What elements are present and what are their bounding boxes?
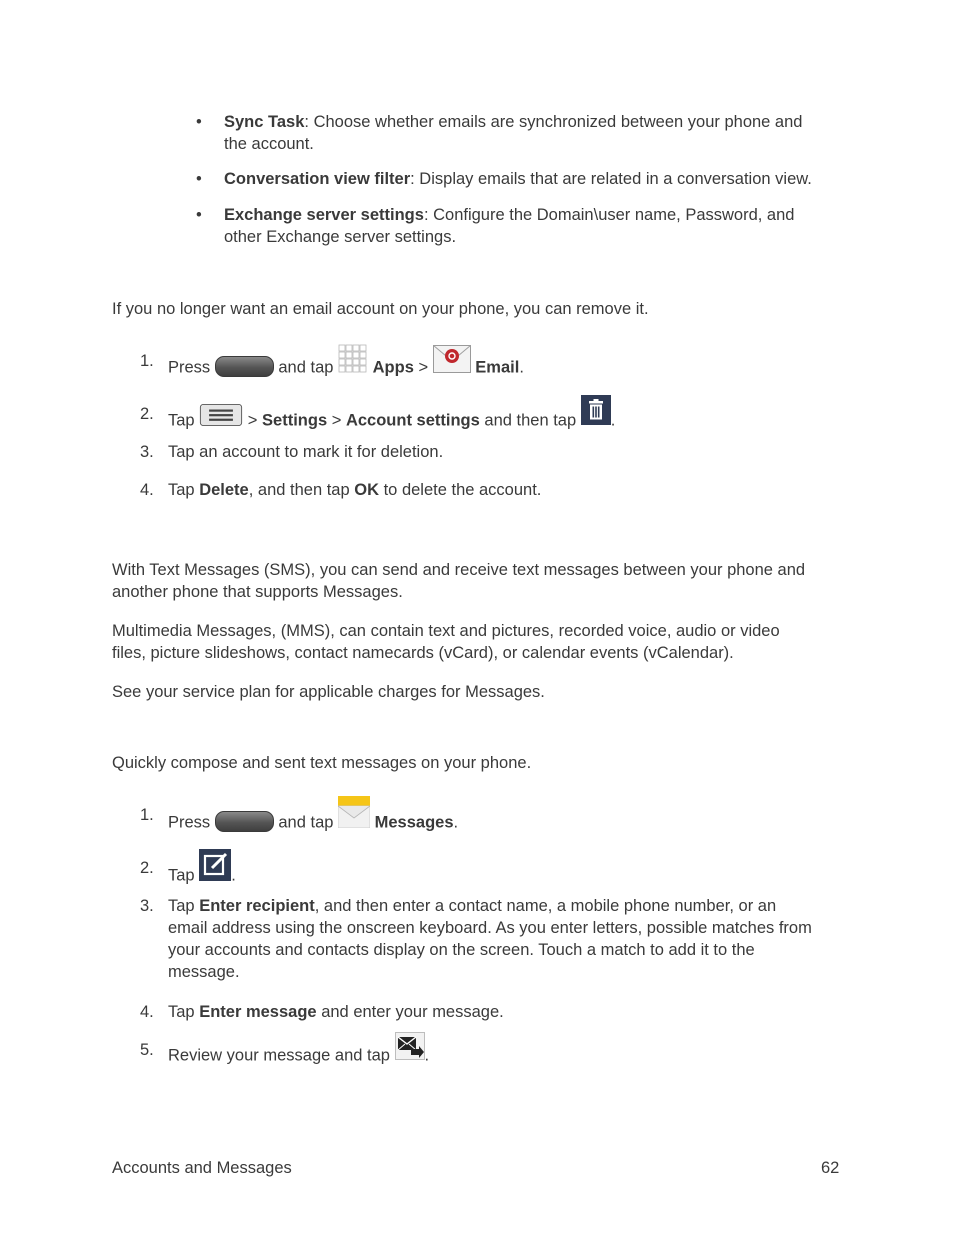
bullet-exchange-server-settings: Exchange server settings: Configure the Domain\user name, Password, and other Exchange server settings. — [224, 206, 795, 246]
step-number: 3. — [140, 897, 154, 915]
messages-app-icon — [338, 804, 370, 842]
compose-step-4: Tap Enter message and enter your message. — [168, 1003, 504, 1021]
delete-trash-icon — [581, 403, 611, 439]
settings-label: Settings — [262, 411, 328, 430]
remove-step-4: Tap Delete, and then tap OK to delete the account. — [168, 481, 542, 499]
enter-message-label: Enter message — [199, 1003, 317, 1021]
home-key-icon — [215, 356, 274, 377]
apps-label: Apps — [372, 358, 414, 377]
bullet-marker: • — [196, 170, 202, 188]
step-number: 2. — [140, 859, 154, 877]
bullet-marker: • — [196, 206, 202, 224]
apps-icon — [338, 350, 368, 386]
sms-paragraph: With Text Messages (SMS), you can send and receive text messages between your phone and another phone that supports Messages. — [112, 561, 806, 601]
remove-account-intro: If you no longer want an email account on your phone, you can remove it. — [112, 300, 649, 318]
step-number: 2. — [140, 405, 154, 423]
home-key-icon — [215, 811, 274, 832]
service-plan-paragraph: See your service plan for applicable charges for Messages. — [112, 683, 545, 701]
term: Exchange server settings — [224, 206, 424, 224]
step-number: 1. — [140, 806, 154, 824]
bullet-sync-task: Sync Task: Choose whether emails are synchronized between your phone and the account. — [224, 113, 803, 153]
bullet-conversation-view-filter: Conversation view filter: Display emails that are related in a conversation view. — [224, 170, 812, 188]
ok-label: OK — [354, 481, 379, 499]
send-icon — [395, 1039, 425, 1073]
compose-icon — [199, 857, 231, 895]
account-settings-label: Account settings — [345, 411, 480, 430]
compose-step-2: Tap . — [168, 857, 848, 895]
email-label: Email — [475, 358, 520, 377]
compose-step-3: Tap Enter recipient, and then enter a contact name, a mobile phone number, or an email address using the onscreen keyboard. As you enter letters, possible matches from your accounts and contacts display on the screen. Touch a match to add it to the message. — [168, 897, 812, 981]
remove-step-3: Tap an account to mark it for deletion. — [168, 443, 444, 461]
term: Sync Task — [224, 113, 305, 131]
mms-paragraph: Multimedia Messages, (MMS), can contain text and pictures, recorded voice, audio or video files, picture slideshows, contact namecards (vCard), or calendar events (vCalendar). — [112, 622, 780, 662]
page-number: 62 — [821, 1159, 840, 1177]
email-app-icon — [433, 351, 471, 385]
step-number: 4. — [140, 1003, 154, 1021]
step-number: 1. — [140, 352, 154, 370]
term: Conversation view filter — [224, 170, 411, 188]
compose-step-5: Review your message and tap . — [168, 1039, 848, 1073]
step-number: 5. — [140, 1041, 154, 1059]
enter-recipient-label: Enter recipient — [199, 897, 315, 915]
remove-step-2: Tap > Settings > Account settings and then tap . — [168, 403, 848, 439]
menu-key-icon — [199, 407, 243, 435]
remove-step-1: Press and tap Apps > Email. — [168, 350, 848, 386]
delete-label: Delete — [199, 481, 249, 499]
compose-intro: Quickly compose and sent text messages on your phone. — [112, 754, 532, 772]
step-number: 4. — [140, 481, 154, 499]
bullet-marker: • — [196, 113, 202, 131]
footer-section-title: Accounts and Messages — [112, 1159, 292, 1177]
messages-label: Messages — [374, 813, 454, 832]
step-number: 3. — [140, 443, 154, 461]
compose-step-1: Press and tap Messages. — [168, 804, 848, 842]
